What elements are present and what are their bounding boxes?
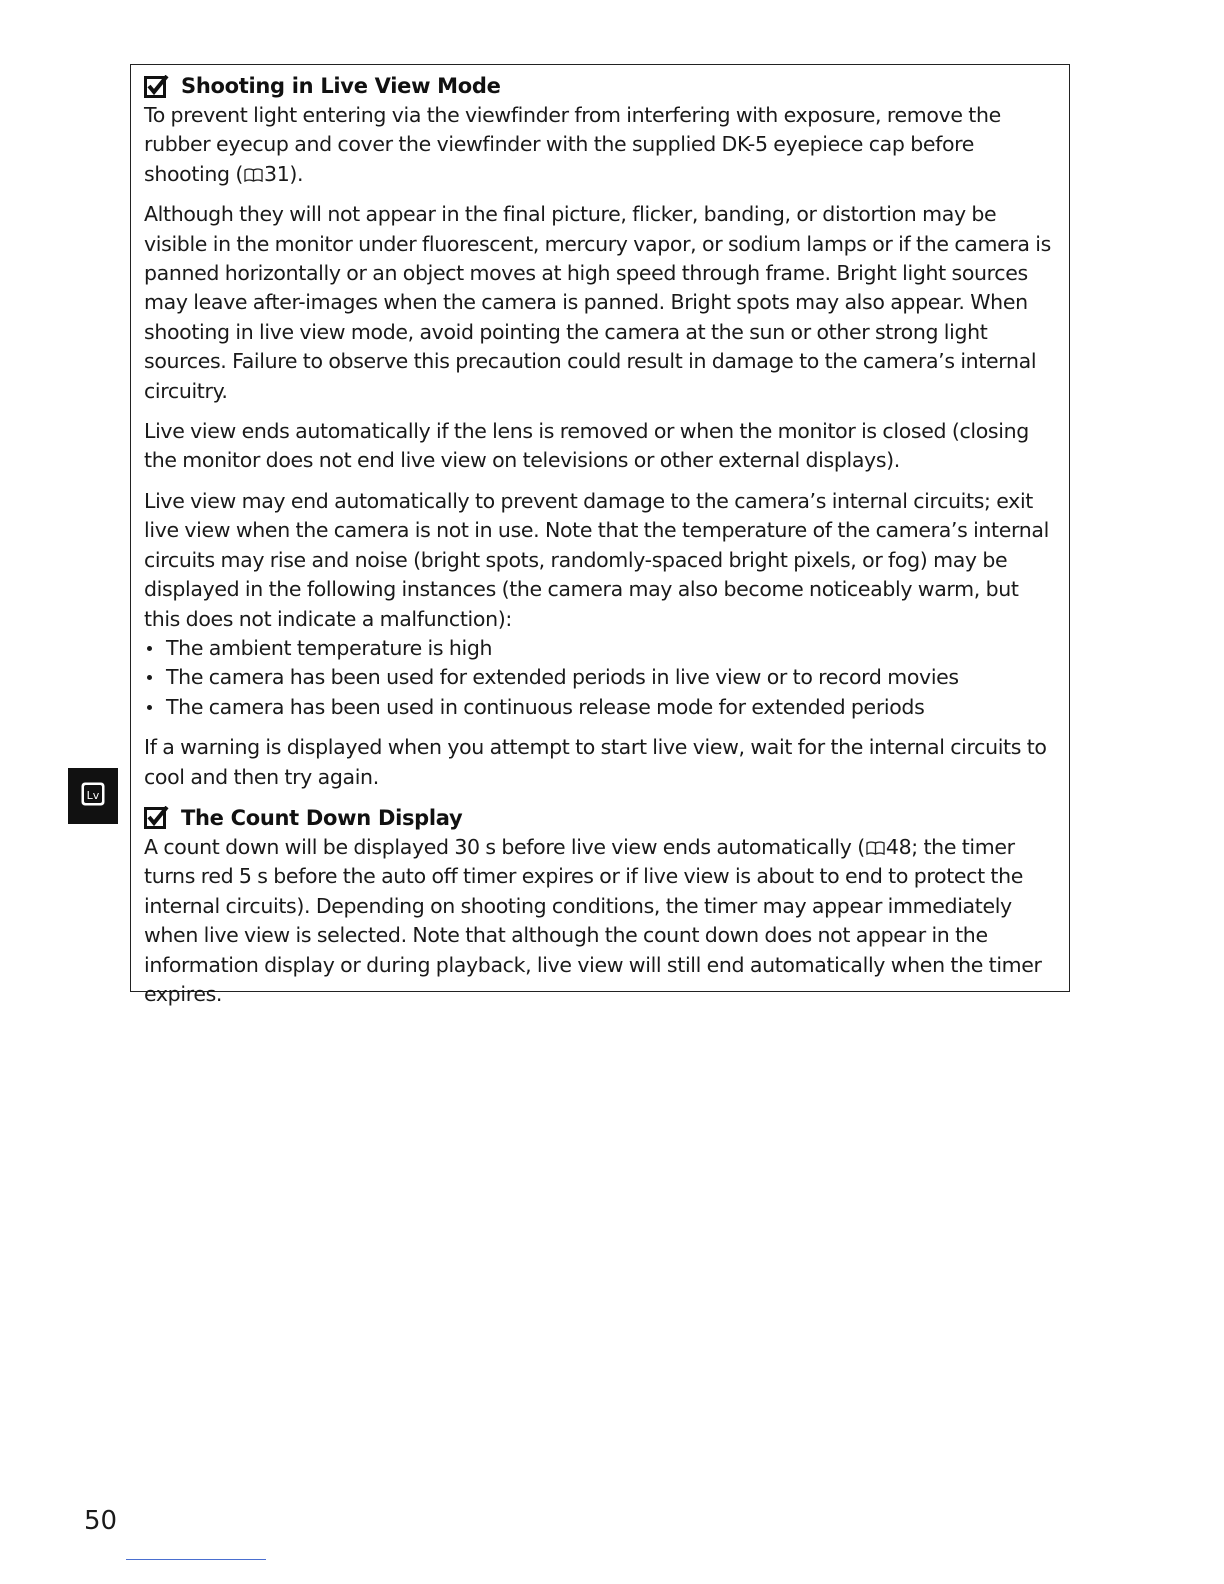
page-reference[interactable]: 48 <box>885 834 912 859</box>
list-item: The ambient temperature is high <box>144 634 1057 663</box>
footer-divider <box>126 1559 266 1560</box>
check-box-icon <box>144 806 169 829</box>
paragraph-text: A count down will be displayed 30 s before live view ends automatically ( <box>144 834 865 859</box>
book-icon <box>244 168 263 182</box>
book-icon <box>866 841 885 855</box>
note-heading-text: Shooting in Live View Mode <box>181 74 501 98</box>
note-paragraph: Live view may end automatically to prevent damage to the camera’s internal circuits; exit live view when the camera is not in use. Note that the temperature of the camera’s internal circuits may rise and noise (bright spots, randomly-spaced bright pixels, or fog) may be displayed in the following instances (the camera may also become noticeably warm, but this does not indicate a malfunction): <box>144 488 1049 631</box>
caution-note-box <box>130 64 1070 1006</box>
check-box-icon <box>144 75 169 98</box>
note-heading <box>144 71 1057 101</box>
note-shooting-live-view <box>144 71 1057 792</box>
list-item: The camera has been used in continuous release mode for extended periods <box>144 693 1057 722</box>
note-paragraph <box>144 833 1057 1009</box>
bullet-list <box>144 634 1057 722</box>
paragraph-text: ; the timer turns red 5 s before the auto off timer expires or if live view is about to end to protect the internal circuits). Depending on shooting conditions, the timer may appear immediately when live view is selected. Note that although the count down does not appear in the information display or during playback, live view will still end automatically when the timer expires. <box>144 834 1042 1006</box>
note-heading-text: The Count Down Display <box>181 805 463 830</box>
note-paragraph: If a warning is displayed when you attempt to start live view, wait for the internal circuits to cool and then try again. <box>144 735 1047 789</box>
page-reference[interactable]: 31 <box>264 161 290 186</box>
page-number: 50 <box>84 1506 118 1536</box>
paragraph-text: To prevent light entering via the viewfinder from interfering with exposure, remove the rubber eyecup and cover the viewfinder with the supplied DK-5 eyepiece cap before shooting ( <box>144 103 1001 186</box>
note-heading <box>144 803 1057 833</box>
note-count-down-display <box>144 803 1057 1009</box>
tab-label: Lv <box>86 789 100 802</box>
live-view-icon <box>68 768 118 824</box>
note-paragraph: Live view ends automatically if the lens is removed or when the monitor is closed (closing the monitor does not end live view on televisions or other external displays). <box>144 419 1029 473</box>
paragraph-text: ). <box>289 161 304 186</box>
note-paragraph: Although they will not appear in the final picture, flicker, banding, or distortion may be visible in the monitor under fluorescent, mercury vapor, or sodium lamps or if the camera is panned horizontally or an object moves at high speed through frame. Bright light sources may leave after-images when the camera is panned. Bright spots may also appear. When shooting in live view mode, avoid pointing the camera at the sun or other strong light sources. Failure to observe this precaution could result in damage to the camera’s internal circuitry. <box>144 202 1051 403</box>
note-paragraph <box>144 101 1057 189</box>
section-tab-live-view[interactable] <box>68 768 118 824</box>
list-item: The camera has been used for extended periods in live view or to record movies <box>144 663 1057 692</box>
